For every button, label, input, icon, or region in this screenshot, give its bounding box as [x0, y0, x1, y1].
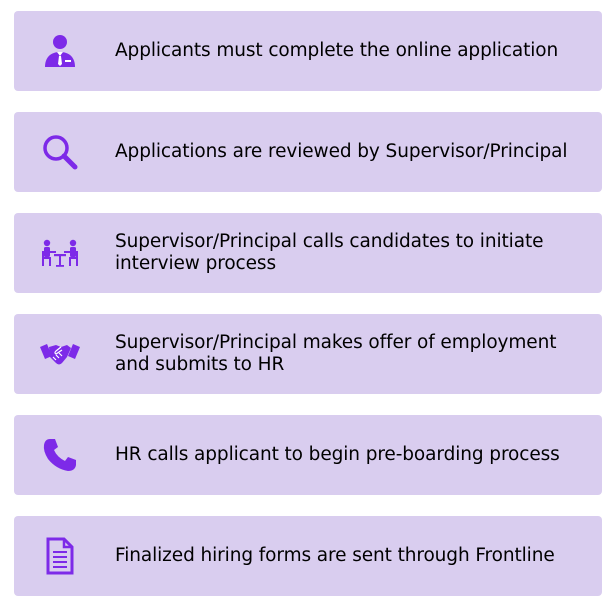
- step-1-text: Applicants must complete the online application: [115, 40, 559, 61]
- step-2: [14, 112, 602, 192]
- person-icon: [40, 31, 80, 71]
- step-4-text: Supervisor/Principal makes offer of employment and submits to HR: [115, 332, 557, 375]
- step-3: [14, 213, 602, 293]
- magnifier-icon: [40, 132, 80, 172]
- step-4: [14, 314, 602, 394]
- document-icon: [40, 536, 80, 576]
- phone-icon: [40, 435, 80, 475]
- handshake-icon: [40, 334, 80, 374]
- step-6-text: Finalized hiring forms are sent through Frontline: [115, 545, 555, 566]
- step-6: [14, 516, 602, 596]
- step-2-text: Applications are reviewed by Supervisor/Principal: [115, 141, 568, 162]
- step-1: [14, 11, 602, 91]
- step-5: [14, 415, 602, 495]
- interview-icon: [40, 233, 80, 273]
- step-3-text: Supervisor/Principal calls candidates to initiate interview process: [115, 231, 544, 274]
- step-5-text: HR calls applicant to begin pre-boarding process: [115, 444, 560, 465]
